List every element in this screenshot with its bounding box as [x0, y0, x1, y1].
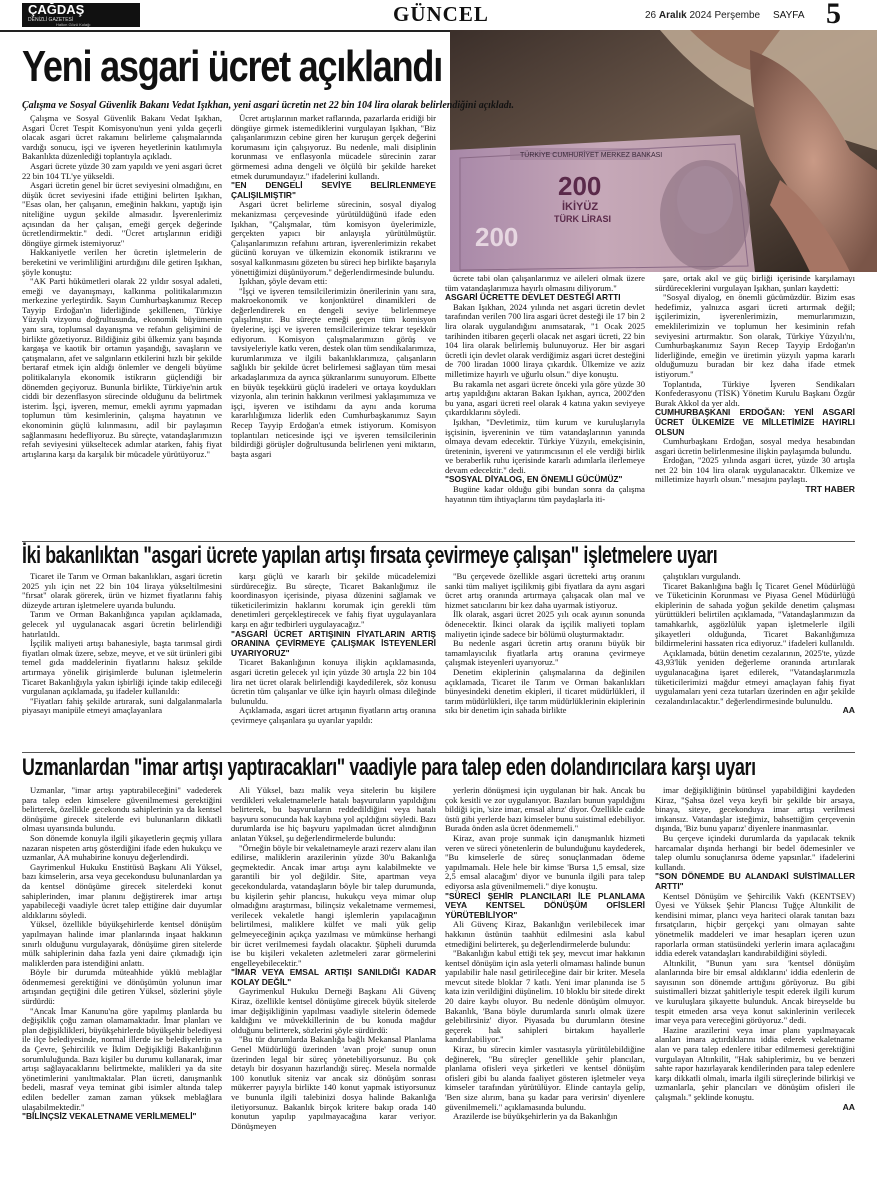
paragraph: İşçilik maliyeti artışı bahanesiyle, başta tarımsal girdi fiyatları olmak üzere, sebze, meyve, et ve süt ürünleri gibi temel gıda maddelerinin fiyatlarını haksız şekilde artırmaya yönelik girişimlerde bulunan işletmelerin Ticaret Bakanlığıyla yakın işbirliği içinde takip edileceği vurgulanan açıklamada, şu ifadeler kullanıldı: [22, 638, 222, 697]
paragraph: Son dönemde konuyla ilgili şikayetlerin geçmiş yıllara nazaran nispeten artış gösterdiğini ifade eden hukukçu ve uzmanlar, AA muhabirine konuyu değerlendirdi. [22, 832, 222, 863]
paragraph: Kiraz, avan proje sunmak için danışmanlık hizmeti veren ve süreci yönetenlerin de bulunduğunu kaydederek, "Bu kimselerle de süreç sonuçlanmadan ödeme yapılmamalı. Hele hele bir kimse 'Bursa 1,5 emsal, size 2,5 emsal alacağım' diyor ve bununla ilgili para talep ediyorsa asla güvenilmemeli." diye konuştu. [445, 832, 645, 891]
date-month: Aralık [658, 10, 687, 21]
paragraph: şare, ortak akıl ve güç birliği içerisinde karşılamayı sürdüreceklerini vurgulayan Işıkhan, şunları kaydetti: [655, 274, 855, 293]
paragraph: Bakan Işıkhan, 2024 yılında net asgari ücretin devlet tarafından verilen 700 lira asgari ücret desteği ile 17 bin 2 lira olarak uygulandığını anımsatarak, "1 Ocak 2025 tarihinden itibaren geçerli olacak net asgari ücreti, 22 bin 104 lira olarak belirlemiş bulunuyoruz. Her bir asgari ücretli için devlet olarak verdiğimiz asgari ücret desteğini de 700 liradan 1000 liraya çıkardık. Ülkemize ve aziz milletimize hayırlı ve uğurlu olsun." diye konuştu. [445, 301, 645, 379]
newspaper-logo [22, 3, 140, 27]
paragraph: Bugüne kadar olduğu gibi bundan sonra da çalışma hayatının tüm ihtiyaçlarını tüm paydaşlarla iti- [445, 484, 645, 504]
paragraph: Ücret artışlarının market raflarında, pazarlarda eridiği bir döngüye girmek istemediklerini vurgulayan Işıkhan, "Biz çalışanlarımızın cebine giren her kuruşun gerçek değerini korumasını için çalışıyoruz. Bu nedenle, mali disiplinin korunması ve enflasyonla mücadele sürecinin zarar görmemesi adına dengeli ve ölçülü bir şekilde hareket etmek durumundayız." ifadelerini kullandı. [231, 114, 436, 181]
article3-column-3 [445, 786, 645, 1196]
paragraph: yerlerin dönüşmesi için uygulanan bir hak. Ancak bu çok kesitli ve zor uygulanıyor. Bazıları bunun yapıldığını bildiği için, 'size imar, emsal alırız' diyor. Özellikle cadde üstü gibi yerlerde bazı kimseler bunu suistimal edebiliyor. Burada önden asla ücret ödenmemeli." [445, 786, 645, 834]
paragraph: "Bu çerçevede özellikle asgari ücretteki artış oranını sanki tüm maliyet işçilikmiş gibi fiyatlara da aynı asgari ücret artış oranında artırmaya çalışacak olan mal ve hizmet satıcılarını bir kez daha uyarmak istiyoruz. [445, 572, 645, 610]
paragraph: Işıkhan, "Devletimiz, tüm kurum ve kuruluşlarıyla işçisinin, işvereninin ve tüm vatandaşlarının yanında olmaya devam edecektir. Türkiye Yüzyılı, emekçisinin, üreteninin, işvereni ve yatırımcısının el ele verdiği birlik ve beraberlik ruhu içerisinde kararlı adımlarla ilerlemeye devam edecektir." dedi. [445, 416, 645, 475]
article2-headline: İki bakanlıktan "asgari ücrete yapılan artışı fırsata çevirmeye çalışan" işletmelere uyarı [22, 542, 718, 569]
paragraph: karşı güçlü ve kararlı bir şekilde mücadelemizi sürdüreceğiz. Bu süreçte, Ticaret Bakanlığımız ile koordinasyon içerisinde, piyasa düzenini sağlamak ve tüketicilerimizin haklarını korumak için gerekli tüm denetimleri gerçekleştirecek ve fahiş fiyat uygulayanlara karşı en ağır tedbirleri uygulayacağız." [231, 572, 436, 629]
article2-column-2 [231, 572, 436, 748]
logo-tagline: Halkın Gözü Kulağı [56, 22, 91, 27]
paragraph: "İşçi ve işveren temsilcilerimizin önerilerinin yanı sıra, makroekonomik ve konjonktürel dinamikleri de değerlendirerek en dengeli seviye belirlenmeye çalışılmıştır. Bu süreçte emeği geçen tüm komisyon üyelerine, işçi ve işveren temsilcilerimize tekrar teşekkür ediyorum. Komisyon çalışmalarımızın görüş ve tavsiyeleriyle katkı veren, destek olan tüm sendikalarımıza, kurumlarımıza ve ilgili bakanlıklarımıza, çalışanların sağlıklı bir şekilde ücret belirlemesi sağlayan tüm mesai arkadaşlarımıza da ayrıca şükranlarımı sunuyorum. Elbette en büyük teşekkürü güçlü iradeleri ve ortaya koydukları vizyonla, alın terinin hakkının verilmesi yaklaşımımıza ve işçi, işveren ve istihdamı da aynı anda koruma kararlılığımıza liderlik eden Cumhurbaşkanımız Sayın Recep Tayyip Erdoğan'a etmek istiyorum. Komisyon toplantıları neticesinde işçi ve işveren temsilcilerinin bildirdiği görüşler doğrultusunda belirlenen yeni miktarın, başta asgari [231, 285, 436, 459]
subheading: CUMHURBAŞKANI ERDOĞAN: YENİ ASGARİ ÜCRET ÜLKEMİZE VE MİLLETİMİZE HAYIRLI OLSUN [655, 407, 855, 437]
paragraph: ücrete tabi olan çalışanlarımız ve aileleri olmak üzere tüm vatandaşlarımıza hayırlı olmasını diliyorum." [445, 274, 645, 293]
paragraph: "AK Parti hükümetleri olarak 22 yıldır sosyal adaleti, emeği ve dayanışmayı, kalkınma politikalarımızın merkezine yerleştirdik. Sayın Cumhurbaşkanımız Recep Tayyip Erdoğan'ın liderliğinde şekillenen, Türkiye Yüzyılı vizyonu doğrultusunda, ekonomik büyümenin yanı sıra, toplumsal dayanışma ve refahın gelişimini de birlikte gözetiyoruz. Bildiğiniz gibi ülkemiz yanı başında kargaşa ve kaotik bir ortamın yaşandığı, savaşların ve çatışmaların, afet ve salgınların etkilerini hızlı bir şekilde bertaraf etmek için aldığı önlemler ve dengeli büyüme politikalarıyla ekonomik istikrarın güçlendiği bir dönemden geçiyoruz. Bununla birlikte, Türkiye'nin artık ciddi bir dezenflasyon sürecinde olduğunu da belirtmek isterim. İşçi, işveren, memur, emekli ayrımı yapmadan toplumun tüm kesimlerinin, çalışma hayatının ve ekonominin güçlü kılınmasını, adil bir paylaşımın sağlanmasını hedefliyoruz. Bu süreçte, vatandaşlarımızın refah seviyesini yükseltecek adımlar atarken, fahiş fiyat artışlarına karşı da karşılık bir mücadele yürütüyoruz." [22, 276, 222, 459]
paragraph: "Bakanlığın kabul ettiği tek şey, mevcut imar hakkının kentsel dönüşüm için asla yeterli olmaması halinde bunun yapılabilir hale nasıl getirileceğine dair bir kriter. Mesela mevcut sitede bloklar 7 katlı. Yeni imar planında ise 5 kata izin verildiğini düşünelim. 10 bloklu bir sitede direkt 20 daire kaybı oluyor. Bu nedenle dönüşüm olmuyor. Bakanlık, 'Bana böyle durumlarda sınırlı olmak üzere gelebilirsiniz' diyor. Piyasada bu durumların ötesine geçerek hak sahipleri birtakım hayallerle kandırılabiliyor." [445, 948, 645, 1045]
paragraph: Denetim ekiplerinin çalışmalarına da değinilen açıklamada, Ticaret ile Tarım ve Orman bakanlıkları bünyesindeki denetim ekipleri, il ticaret müdürlükleri, il tarım müdürlükleri, ilçe tarım müdürlüklerinin ekiplerinin sıkı bir denetim için sahada birlikte [445, 666, 645, 716]
page-number: 5 [826, 0, 841, 30]
subheading: "İMAR VEYA EMSAL ARTIŞI SANILDIĞI KADAR KOLAY DEĞİL" [231, 967, 436, 987]
subheading: "EN DENGELİ SEVİYE BELİRLENMEYE ÇALIŞILMIŞTIR" [231, 180, 436, 200]
article1-column-3 [445, 274, 645, 538]
logo-title: ÇAĞDAŞ [28, 2, 85, 17]
paragraph: Toplantıda, Türkiye İşveren Sendikaları Konfederasyonu (TİSK) Yönetim Kurulu Başkanı Özgür Burak Akkol da yer aldı. [655, 378, 855, 408]
banknote-photo [450, 30, 877, 272]
paragraph: Gayrimenkul Hukuku Derneği Başkanı Ali Güvenç Kiraz, özellikle kentsel dönüşüme girecek büyük sitelerde imar değişikliğinin yapılması vaadiyle sitelerin ödemede kaldığını ve müvekkillerinin de bu konuda mağdur olduğunu belirterek, sözlerini şöyle sürdürdü: [231, 986, 436, 1035]
article2-column-3 [445, 572, 645, 748]
paragraph: Arazilerde ise büyükşehirlerin ya da Bakanlığın [453, 1111, 618, 1122]
paragraph: Kentsel Dönüşüm ve Şehircilik Vakfı (KENTSEV) Üyesi ve Yüksek Şehir Plancısı Tuğçe Altınkilit de kendisini mimar, plancı veya hariteci olarak tanıtan bazı fırsatçıların, hiçbir gerçekçi yanı olmayan sahte yönetmelik maddeleri ve imar hesapları içeren uzun raporlarla orman statüsündeki yerlerin imara açılacağını iddia ederek vatandaşları kandırabildiğini söyledi. [655, 890, 855, 959]
paragraph: Gayrimenkul Hukuku Enstitüsü Başkanı Ali Yüksel, bazı kimselerin, arsa veya gecekondusu bulunanlardan ya da kentsel dönüşüme girecek sitelerdeki konut sahiplerinden, imar planını değiştirerek imar artışı yapabileceği vaadiyle ücret talep ettiğine dair duyumlar aldıklarını söyledi. [22, 861, 222, 920]
paragraph: Asgari ücret belirleme sürecinin, sosyal diyalog mekanizması çerçevesinde yürütüldüğünü ifade eden Işıkhan, "Çalışmalar, tüm komisyon üyelerimizle, gerçekten yapıcı bir anlayışla yürütülmüştür. Çalışanlarımızın refahını artıran, işverenlerimizin rekabet gücünü koruyan ve ülkemizin ekonomik istikrarını ve sosyal kalkınmasını gözeten bu süreci hep birlikte başarıyla yönettiğimizi düşünüyorum." değerlendirmesinde bulundu. [231, 199, 436, 277]
note-currency: TÜRK LİRASI [554, 214, 611, 224]
article1-lead: Çalışma ve Sosyal Güvenlik Bakanı Vedat Işıkhan, yeni asgari ücretin net 22 bin 104 lira olarak belirlendiğini açıkladı. [22, 100, 514, 111]
byline: AA [842, 1101, 855, 1112]
note-amount: 200 [558, 171, 602, 201]
paragraph: imar değişikliğinin bütünsel yapabildiğini kaydeden Kiraz, "Şahsa özel veya keyfi bir şekilde bir arsaya, binaya, siteye, gecekonduya imar artışı verilmesi imkansız. Vatandaşlar isteğimiz, bahsettiğim çerçevenin dışında, 'Biz bunu yaparız' diyenlere inanmasınlar. [655, 786, 855, 834]
paragraph: "Örneğin böyle bir vekaletnameyle arazi rezerv alanı ilan edilirse, maliklerin arazilerinin yüzde 30'u Bakanlığa geçmektedir. Ancak imar artışı aynı kalabilmekte ve garantili bir yol değildir. Site, apartman veya gecekondularda, vatandaşların böyle bir talep durumunda, bu kişilerin şehir plancısı, hukukçu veya mimar olup olmadığını araştırması, bilinçsiz vekaletname vermemesi, verilecek vekaletle hangi işlemlerin yapılacağının belirtilmesi, maliklere külfet ve mali yük gelip gelmeyeceğinin açıkça yazılması ve mümkünse herhangi bir ücret verilmemesi faydalı olacaktır. Şüpheli durumda ise bu kişileri vekaleten azletmeleri zarar görmelerini engelleyebilecektir." [231, 842, 436, 968]
paragraph: Açıklamada, bütün denetim cezalarının, 2025'te, yüzde 43,93'lük yeniden değerleme oranında artırılarak uygulanacağına işaret edilerek, "Vatandaşlarımızla tüketicilerimizi mağdur etmeyi amaçlayan fahiş fiyat uygulamaları yeni ceza tutarları üzerinden en ağır şekilde cezalandırılacaktır." değerlendirmesinde bulunuldu. [655, 647, 855, 706]
paragraph: Hakkaniyetle verilen her ücretin işletmelerin de bereketini ve verimliliğini artırdığını dile getiren Işıkhan, şöyle konuştu: [22, 247, 222, 277]
article1-column-2 [231, 114, 436, 538]
article1-column-1 [22, 114, 222, 538]
note-amount-large: 200 [475, 222, 519, 252]
paragraph: Altınkilit, "Bunun yanı sıra 'kentsel dönüşüm alanlarında bire bir emsal aldıklarını' iddia edenlerin de sayısının son dönemde arttığını görüyoruz. Bu gibi suistimalleri bizzat şahitleriyle tespit ederek ilgili kurum ve kuruluşlara şikayette bulunduk. Ancak bireyselde bu tespit etmeden arsa veya konut sakinlerinin verilecek imar veya para vereceğini görüyoruz." dedi. [655, 957, 855, 1026]
paragraph: Tarım ve Orman Bakanlığınca yapılan açıklamada, gelecek yıl uygulanacak asgari ücretin belirlendiği hatırlatıldı. [22, 609, 222, 639]
banknote-illustration [450, 30, 877, 272]
date-rest: 2024 Perşembe [689, 10, 761, 21]
subheading: "BİLİNÇSİZ VEKALETNAME VERİLMEMELİ" [22, 1111, 197, 1122]
logo-subtitle: DENİZLİ GAZETESİ [28, 17, 74, 23]
paragraph: Erdoğan, "2025 yılında asgari ücret, yüzde 30 artışla net 22 bin 104 lira olarak uygulanacaktır. Ülkemize ve milletimize hayırlı olsun." mesajını paylaştı. [655, 455, 855, 485]
subheading: ASGARİ ÜCRETTE DEVLET DESTEĞİ ARTTI [445, 292, 621, 303]
article1-headline: Yeni asgari ücret açıklandı [22, 42, 443, 91]
paragraph: "Bu tür durumlarda Bakanlığa bağlı Mekansal Planlama Genel Müdürlüğü üzerinden 'avan proje' sunup onun üzerinden legal bir süreç yönetebiliyorsunuz. Bu çok detaylı bir dosyanın hazırlandığı süreç. Mesela normalde 100 konutluk siteniz var ancak siz dönüşüm sonrası mükerrer payıyla birlikte 140 konut yapmak istiyorsunuz ve bununla ilgili talebinizi dosya halinde Bakanlığa iletiyorsunuz. Bakanlık birçok kritere bakıp orada 140 konutun yapılıp yapılmayacağına karar veriyor. Dönüşmeyen [231, 1034, 436, 1131]
paragraph: Cumhurbaşkanı Erdoğan, sosyal medya hesabından asgari ücretin belirlenmesine ilişkin paylaşımda bulundu. [655, 436, 855, 456]
paragraph: "Ancak İmar Kanunu'na göre yapılmış planlarda bu değişiklik çoğu zaman olamamaktadır. İmar planları ve plan değişiklikleri, büyükşehirlerde büyükşehir belediyesi ile ilçe belediyesinde, normal illerde ise belediyelerin ya da Çevre, Şehircilik ve İklim Değişikliği Bakanlığının sorumluluğunda. Bazı kişiler bu durumu kullanarak, imar artışı sağlayacaklarını belirtmekte, malikleri ya da site yönetimlerini yanıltmaktalar. Plan ücreti, danışmanlık bedeli, masraf veya teminat gibi isimler altında talep edilen bedeller zaman zaman yüksek meblağlara ulaşabilmektedir." [22, 1005, 222, 1112]
byline: TRT HABER [805, 484, 855, 495]
article3-headline: Uzmanlardan "imar artışı yaptıracakları" vaadiyle para talep eden dolandırıcılara karşı uyarı [22, 754, 756, 781]
article3-column-2 [231, 786, 436, 1196]
paragraph: Ticaret ile Tarım ve Orman bakanlıkları, asgari ücretin 2025 yılı için net 22 bin 104 liraya yükseltilmesini "fırsat" olarak görerek, ürün ve hizmet fiyatlarını fahiş düzeyde artıran işletmelere uyarıda bulundu. [22, 572, 222, 610]
paragraph: Bu çerçeve içindeki durumlarda da yapılacak teknik harcamalar dışında herhangi bir bedel ödemesinler ve talep olumlu sonuçlanırsa ödeme yapsınlar." ifadelerini kullandı. [655, 832, 855, 872]
paragraph: Ali Güvenç Kiraz, Bakanlığın verilebilecek imar hakkının üstünün taahhüt edilmesini asla kabul etmediğini belirterek, şu değerlendirmelerde bulundu: [445, 919, 645, 949]
paragraph: "Fiyatları fahiş şekilde artırarak, suni dalgalanmalarla piyasayı manipüle etmeyi amaçlayanlara [22, 695, 222, 716]
subheading: "ASGARİ ÜCRET ARTIŞININ FİYATLARIN ARTIŞ ORANINA ÇEVİRMEYE ÇALIŞMAK İSTEYENLERİ UYARIYORUZ" [231, 628, 436, 658]
paragraph: çalıştıkları vurgulandı. [663, 572, 741, 581]
section-divider [22, 752, 855, 753]
paragraph: Böyle bir durumda müteahhide yüklü meblağlar ödenmemesi gerektiğini ve dönüşümün yolunun imar artışından geçtiğini dile getiren Yüksel, sözlerini şöyle sürdürdü: [22, 967, 222, 1007]
article2-column-1 [22, 572, 222, 748]
paragraph: Asgari ücretin genel bir ücret seviyesini olmadığını, en düşük ücret seviyesini ifade ettiğini belirten Işıkhan, "Esas olan, her çalışanın, emeğinin hakkını, yaptığı işin niteliğine uygun şekilde almasıdır. İşverenlerimiz açısından da her çalışan, emeği gerçek değerinde ücretlendirmektir." dedi. "Ücret artışlarının eridiği döngüye girmek istemiyoruz" [22, 180, 222, 248]
paragraph: Ali Yüksel, bazı malik veya sitelerin bu kişilere verdikleri vekaletnamelerle hatalı başvuruların yapıldığını belirterek, bu başvuruların reddedildiğini veya hatalı başvuru sonucunda hak kaybına yol açıldığını söyledi. Bazı durumlarda ise hiç başvuru yapılmadan ücret alındığının anlatan Yüksel, şu değerlendirmelerde bulundu: [231, 786, 436, 843]
paragraph: Hazine arazilerini veya imar planı yapılmayacak alanları imara açtırdıklarını iddia ederek vekaletname alan ve para talep edenlere itibar edilmemesi gerektiğini vurgulayan Altınkilit, "Hak sahiplerimiz, bu ve benzeri sahte rapor hazırlayarak kendilerinden para talep edenlere karşı dikkatli olmalı, imarla ilgili süreçlerinde bilirkişi ve uzmanlarla, şehir plancıları ve dönüşüm ofisleri ile çalışmalı." şeklinde konuştu. [655, 1024, 855, 1102]
paragraph: Işıkhan, şöyle devam etti: [239, 276, 328, 287]
subheading: "SÜRECİ ŞEHİR PLANCILARI İLE PLANLAMA VEYA KENTSEL DÖNÜŞÜM OFİSLERİ YÜRÜTEBİLİYOR" [445, 890, 645, 920]
subheading: "SOSYAL DİYALOG, EN ÖNEMLİ GÜCÜMÜZ" [445, 474, 623, 485]
issue-date [645, 10, 760, 21]
date-day: 26 [645, 10, 657, 21]
section-title: GÜNCEL [393, 2, 489, 26]
article3-column-1 [22, 786, 222, 1196]
paragraph: Çalışma ve Sosyal Güvenlik Bakanı Vedat Işıkhan, Asgari Ücret Tespit Komisyonu'nun yeni yılda geçerli olacak asgari ücret rakamını belirleme çalışmalarında vardığı sonucu, işçi ve işveren heyetlerinin katılımıyla Bakanlıkta düzenlediği toplantıyla açıkladı. [22, 114, 222, 162]
paragraph: Bu rakamla net asgari ücrete önceki yıla göre yüzde 30 artış yapıldığını aktaran Bakan Işıkhan, ayrıca, 2002'den bu yana, asgari ücreti reel olarak 4 katına yakın seviyeye çıkardıklarını söyledi. [445, 378, 645, 418]
bank-name: TÜRKİYE CUMHURİYET MERKEZ BANKASI [520, 152, 663, 159]
masthead [0, 0, 877, 32]
paragraph: İlk olarak, asgari ücret 2025 yılı ocak ayının sonunda ödenecektir. İkinci olarak da işçilik maliyeti toplam maliyetin içinde sadece bir bölümü oluşturmaktadır. [445, 609, 645, 639]
paragraph: Yüksel, özellikle büyükşehirlerde kentsel dönüşüm yapılmayan halinde imar planlarında inşaat hakkının sınırlı olduğunu vurgulayarak, dönüşüme giren sitelerde mülk sahiplerinin daha fazla yeni daire çıkmadığı için maliklerden para istendiğini anlattı. [22, 919, 222, 968]
article2-column-4 [655, 572, 855, 748]
paragraph: Kiraz, bu sürecin kimler vasıtasıyla yürütülebildiğine değinerek, "Bu süreçler genellikle şehir plancıları, planlama ofisleri veya şirketleri ve kentsel dönüşüm ofisleri gibi bu alanda faaliyet gösteren işletmeler veya kimseler tarafından yürütülüyor. Elinde cantayla gelip, 'Ben size alırım, bana şu kadar para verirsin' diyenlere güvenilmemeli." açıklamasında bulundu. [445, 1044, 645, 1112]
paragraph: Asgari ücrete yüzde 30 zam yapıldı ve yeni asgari ücret 22 bin 104 TL'ye yükseldi. [22, 160, 222, 181]
paragraph: Açıklamada, asgari ücret artışının fiyatların artış oranına çevirmeye çalışanlara şu uyarılar yapıldı: [231, 705, 436, 725]
paragraph: "Sosyal diyalog, en önemli gücümüzdür. Bizim esas hedefimiz, yalnızca asgari ücreti artırmak değil; işçilerimizin, işverenlerimizin, memurlarımızın, emeklilerimizin ve toplumun her kesiminin refah seviyesini artırmaktır. Son olarak, Türkiye Yüzyılı'nı, Cumhurbaşkanımız Sayın Recep Tayyip Erdoğan'ın liderliğinde, emeğin ve üretimin yüzyılı yapma kararlı olduğumuzu buradan bir kez daha ifade etmek istiyorum." [655, 292, 855, 379]
paragraph: Ticaret Bakanlığının konuya ilişkin açıklamasında, asgari ücretin gelecek yıl için yüzde 30 artışla 22 bin 104 lira net ücret olarak belirlendiği kaydedilerek, söz konusu ücretin tüm çalışanlar ve ülke için hayırlı olması dileğinde bulunuldu. [231, 657, 436, 706]
paragraph: Uzmanlar, "imar artışı yaptırabileceğini" vadederek para talep eden kimselere güvenilmemesi gerektiğini belirterek, özellikle gecekondu sahiplerinin ya da kentsel dönüşüme girecek sitelerde evi bulunanların dikkatli olması uyarısında bulundu. [22, 786, 222, 834]
page-label: SAYFA [773, 10, 805, 21]
subheading: "SON DÖNEMDE BU ALANDAKİ SUİSTİMALLER ARTTI" [655, 871, 855, 891]
paragraph: Ticaret Bakanlığına bağlı İç Ticaret Genel Müdürlüğü ve Tüketicinin Korunması ve Piyasa Genel Müdürlüğü ekiplerinin de sahada yoğun şekilde denetim çalışması yürüttükleri belirtilen açıklamada, "Vatandaşlarımızın da tamahkarlık, aşgözlülük yapan işletmelerle ilgili şikayetleri olduğunda, Ticaret Bakanlığımıza bildirmelerini hassaten rica ediyoruz." ifadeleri kullanıldı. [655, 580, 855, 649]
byline: AA [842, 705, 855, 716]
paragraph: Bu nedenle asgari ücretin artış oranını büyük bir tamamlayıcılık fiyatlarla artış oranına çevirmeye çalışmak isteyenleri uyarıyoruz." [445, 638, 645, 668]
note-amount-words: İKİYÜZ [562, 201, 599, 213]
article1-column-4 [655, 274, 855, 538]
article3-column-4 [655, 786, 855, 1196]
